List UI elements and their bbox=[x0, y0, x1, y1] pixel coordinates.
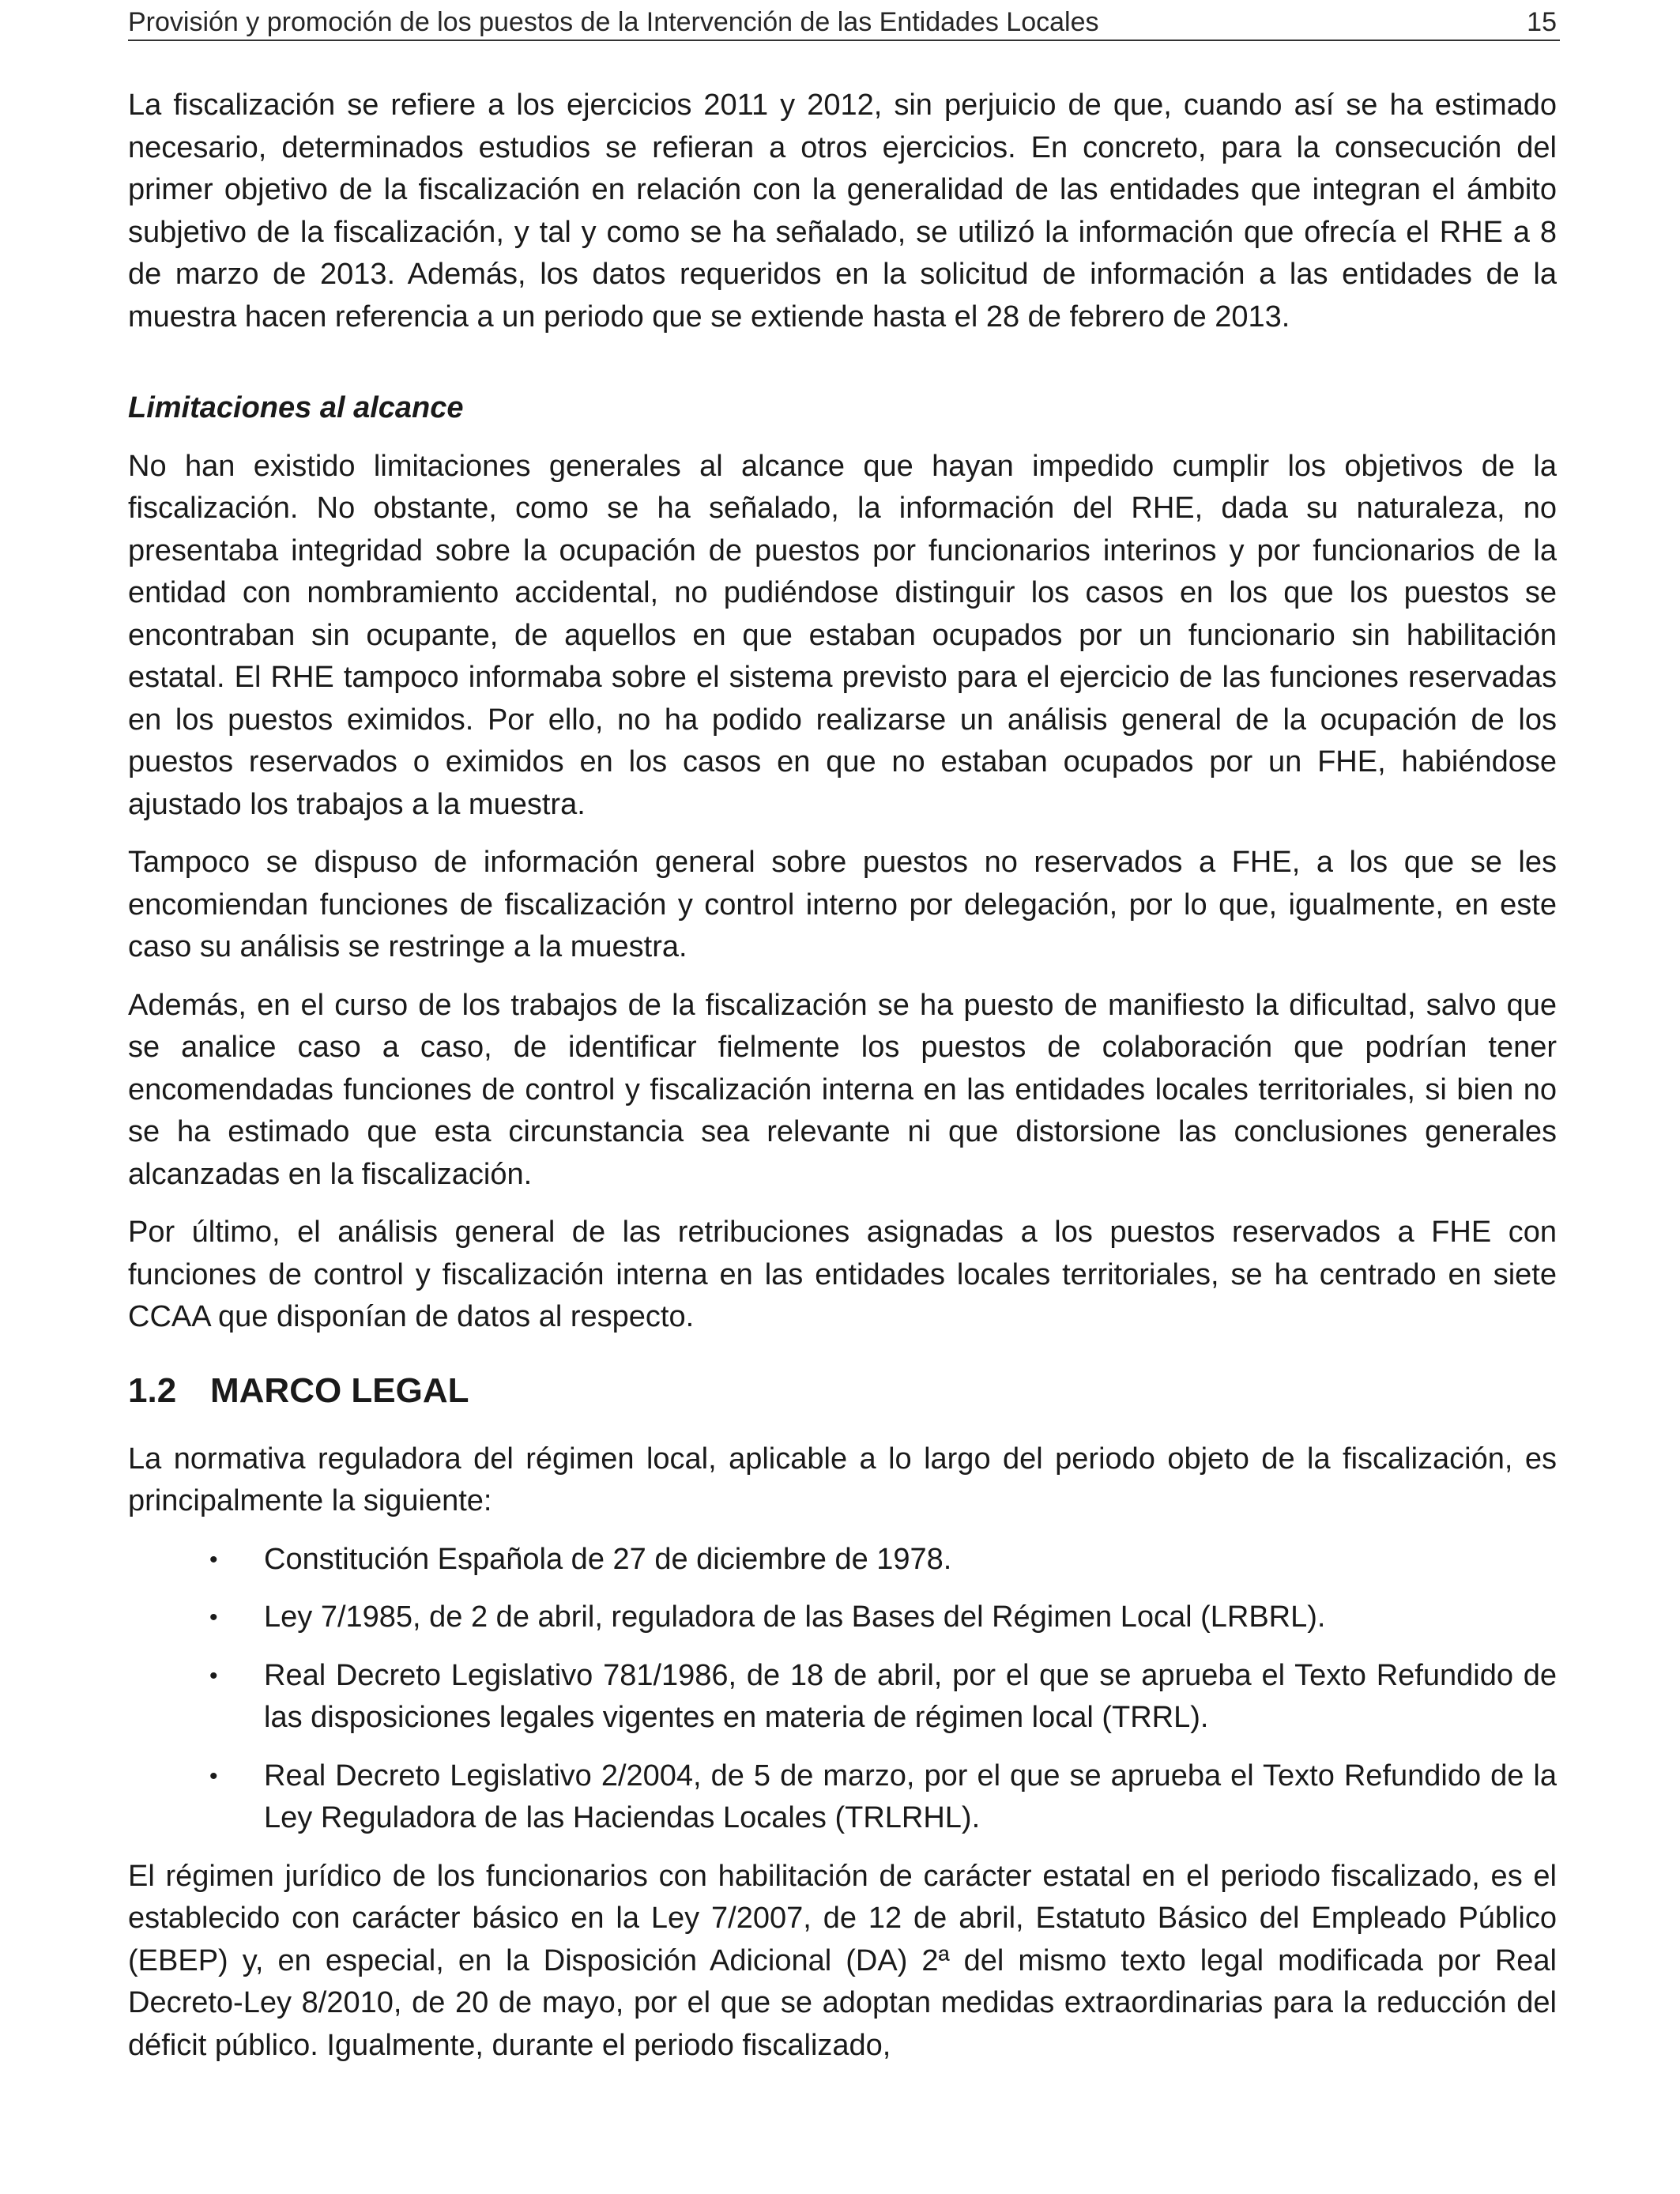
page-number: 15 bbox=[1527, 7, 1557, 37]
list-item bbox=[128, 1596, 1557, 1639]
header-title: Provisión y promoción de los puestos de la Intervención de las Entidades Locales bbox=[128, 7, 1099, 37]
legal-norms-list bbox=[128, 1539, 1557, 1840]
section-heading-marco-legal bbox=[128, 1367, 1557, 1415]
marco-legal-closing-paragraph: El régimen jurídico de los funcionarios con habilitación de carácter estatal en el periodo fiscalizado, es el establecido con carácter básico en la Ley 7/2007, de 12 de abril, Estatuto Básico del Empleado Público (EBEP) y, en especial, en la Disposición Adicional (DA) 2ª del mismo texto legal modificada por Real Decreto-Ley 8/2010, de 20 de mayo, por el que se adoptan medidas extraordinarias para la reducción del déficit público. Igualmente, durante el periodo fiscalizado, bbox=[128, 1859, 1557, 2062]
limitaciones-paragraph-4: Por último, el análisis general de las retribuciones asignadas a los puestos reservados a FHE con funciones de control y fiscalización interna en las entidades locales territoriales, se ha centrado en siete CCAA que disponían de datos al respecto. bbox=[128, 1216, 1557, 1333]
list-item-text: Ley 7/1985, de 2 de abril, reguladora de las Bases del Régimen Local (LRBRL). bbox=[264, 1600, 1326, 1634]
intro-paragraph: La fiscalización se refiere a los ejercicios 2011 y 2012, sin perjuicio de que, cuando así se ha estimado necesario, determinados estudios se refieran a otros ejercicios. En concreto, para la consecución del primer objetivo de la fiscalización en relación con la generalidad de las entidades que integran el ámbito subjetivo de la fiscalización, y tal y como se ha señalado, se utilizó la información que ofrecía el RHE a 8 de marzo de 2013. Además, los datos requeridos en la solicitud de información a las entidades de la muestra hacen referencia a un periodo que se extiende hasta el 28 de febrero de 2013. bbox=[128, 89, 1557, 334]
document-body bbox=[128, 85, 1557, 2067]
list-item bbox=[128, 1539, 1557, 1581]
list-item bbox=[128, 1655, 1557, 1740]
limitaciones-paragraph-2: Tampoco se dispuso de información general sobre puestos no reservados a FHE, a los que se les encomiendan funciones de fiscalización y control interno por delegación, por lo que, igualmente, en este caso su análisis se restringe a la muestra. bbox=[128, 846, 1557, 963]
bullet-icon: • bbox=[209, 1604, 218, 1630]
bullet-icon: • bbox=[209, 1762, 218, 1789]
limitaciones-paragraph-3: Además, en el curso de los trabajos de la fiscalización se ha puesto de manifiesto la dificultad, salvo que se analice caso a caso, de identificar fielmente los puestos de colaboración que podrían tener encomendadas funciones de control y fiscalización interna en las entidades locales territoriales, si bien no se ha estimado que esta circunstancia sea relevante ni que distorsione las conclusiones generales alcanzadas en la fiscalización. bbox=[128, 988, 1557, 1191]
bullet-icon: • bbox=[209, 1662, 218, 1689]
limitaciones-paragraph-1: No han existido limitaciones generales al alcance que hayan impedido cumplir los objetivos de la fiscalización. No obstante, como se ha señalado, la información del RHE, dada su naturaleza, no presentaba integridad sobre la ocupación de puestos por funcionarios interinos y por funcionarios de la entidad con nombramiento accidental, no pudiéndose distinguir los casos en los que los puestos se encontraban sin ocupante, de aquellos en que estaban ocupados por un funcionario sin habilitación estatal. El RHE tampoco informaba sobre el sistema previsto para el ejercicio de las funciones reservadas en los puestos eximidos. Por ello, no ha podido realizarse un análisis general de la ocupación de los puestos reservados o eximidos en los casos en que no estaban ocupados por un FHE, habiéndose ajustado los trabajos a la muestra. bbox=[128, 449, 1557, 821]
list-item-text: Constitución Española de 27 de diciembre de 1978. bbox=[264, 1542, 952, 1576]
list-item-text: Real Decreto Legislativo 781/1986, de 18 de abril, por el que se aprueba el Texto Refundido de las disposiciones legales vigentes en materia de régimen local (TRRL). bbox=[264, 1658, 1557, 1734]
bullet-icon: • bbox=[209, 1546, 218, 1573]
marco-legal-intro: La normativa reguladora del régimen local, aplicable a lo largo del periodo objeto de la fiscalización, es principalmente la siguiente: bbox=[128, 1442, 1557, 1517]
section-number: 1.2 bbox=[128, 1370, 177, 1410]
section-title: MARCO LEGAL bbox=[210, 1370, 469, 1410]
list-item bbox=[128, 1755, 1557, 1840]
page-header bbox=[128, 5, 1560, 41]
limitaciones-heading: Limitaciones al alcance bbox=[128, 391, 464, 424]
list-item-text: Real Decreto Legislativo 2/2004, de 5 de marzo, por el que se aprueba el Texto Refundido de la Ley Reguladora de las Haciendas Locales (TRLRHL). bbox=[264, 1759, 1557, 1834]
